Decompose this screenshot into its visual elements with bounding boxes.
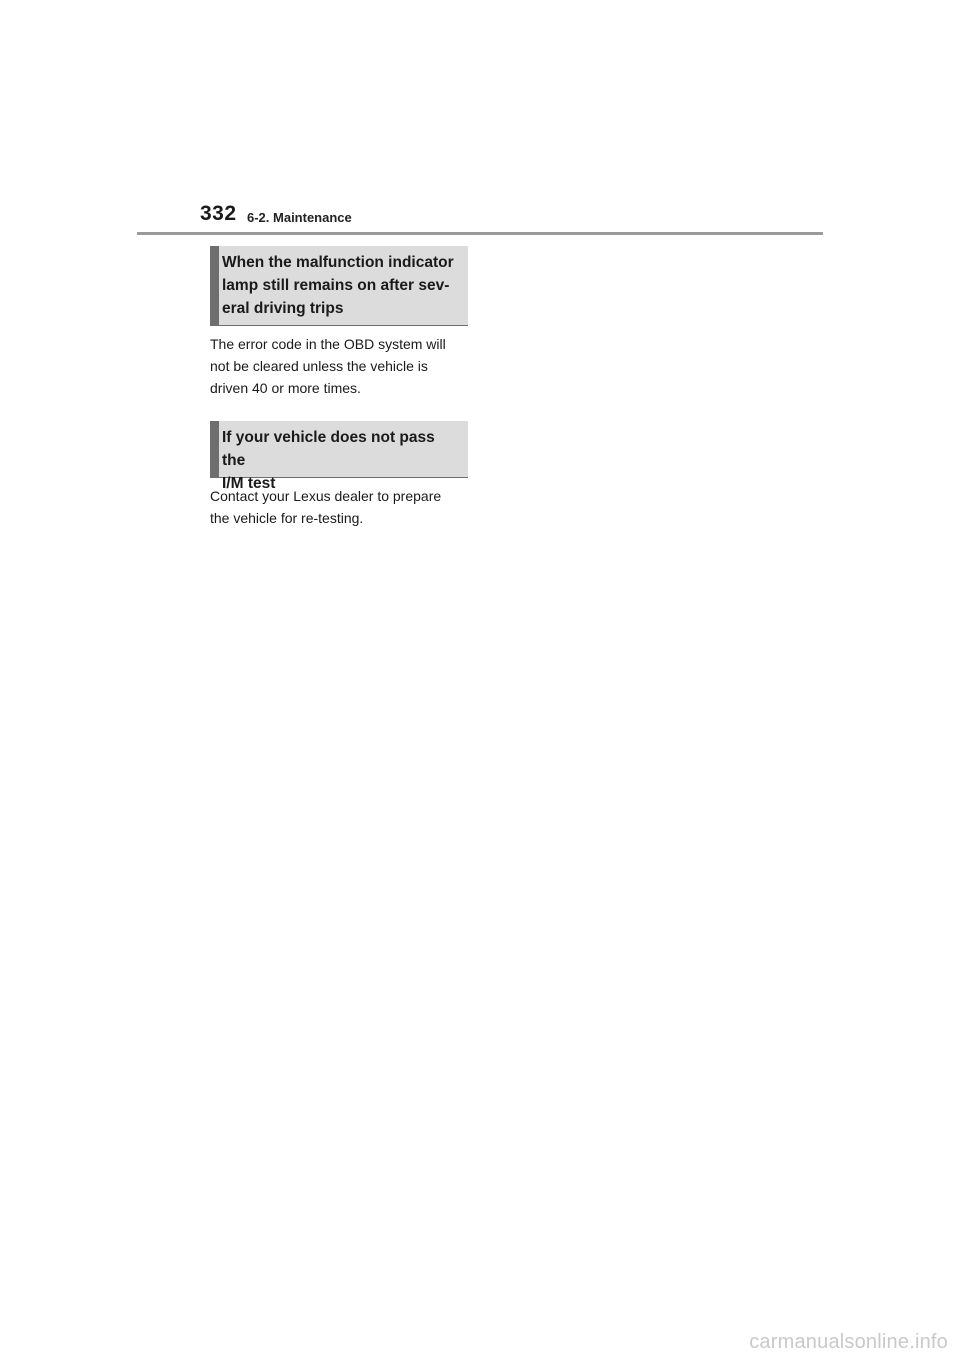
section-heading-malfunction-lamp [210,246,468,326]
page-number: 332 [200,202,237,225]
section-heading-im-test [210,421,468,492]
body-line: The error code in the OBD system will [210,336,446,352]
body-line: Contact your Lexus dealer to prepare [210,488,442,504]
body-line: not be cleared unless the vehicle is [210,358,428,374]
section-title: 6-2. Maintenance [247,210,352,225]
section-body-malfunction-lamp [210,333,468,399]
heading-line: lamp still remains on after sev- [222,277,450,294]
heading-line: eral driving trips [222,300,344,317]
body-line: the vehicle for re-testing. [210,510,364,526]
section-body-im-test [210,485,468,529]
header-divider [137,232,823,235]
heading-line: If your vehicle does not pass the [222,429,435,469]
body-line: driven 40 or more times. [210,380,361,396]
watermark: carmanualsonline.info [749,1331,948,1353]
heading-line: When the malfunction indicator [222,254,454,271]
heading-line: I/M test [222,475,276,492]
